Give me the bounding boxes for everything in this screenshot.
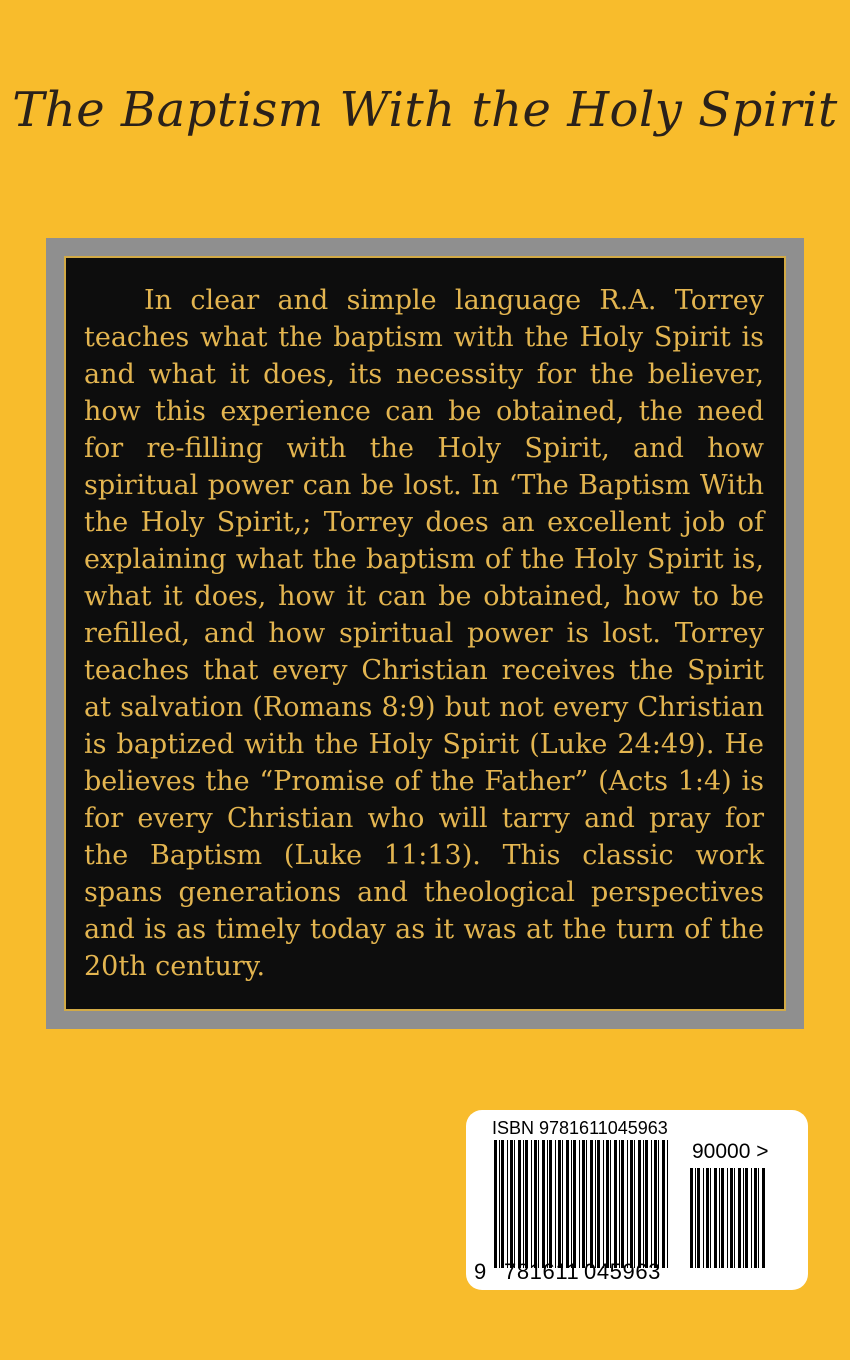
- isbn-barcode-box: [466, 1110, 808, 1290]
- price-code: 90000 >: [692, 1140, 769, 1163]
- barcode-digits-right: 045963: [584, 1259, 662, 1284]
- blurb-panel: [64, 256, 786, 1011]
- book-title: The Baptism With the Holy Spirit: [12, 82, 838, 138]
- isbn-label: ISBN 9781611045963: [492, 1118, 668, 1138]
- blurb-panel-frame: [46, 238, 804, 1029]
- book-description: In clear and simple language R.A. Torrey teaches what the baptism with the Holy Spirit is and what it does, its necessity for the believer, how this experience can be obtained, the need for re-filling with the Holy Spirit, and how spiritual power can be lost. In ‘The Baptism With the Holy Spirit,; Torrey does an excellent job of explaining what the baptism of the Holy Spirit is, what it does, how it can be obtained, how to be refilled, and how spiritual power is lost. Torrey teaches that every Christian receives the Spirit at salvation (Romans 8:9) but not every Christian is baptized with the Holy Spirit (Luke 24:49). He believes the “Promise of the Father” (Acts 1:4) is for every Christian who will tarry and pray for the Baptism (Luke 11:13). This classic work spans generations and theological perspectives and is as timely today as it was at the turn of the 20th century.: [84, 285, 764, 982]
- barcode-digit-prefix: 9: [474, 1259, 487, 1284]
- barcode-digits-left: 781611: [504, 1259, 580, 1284]
